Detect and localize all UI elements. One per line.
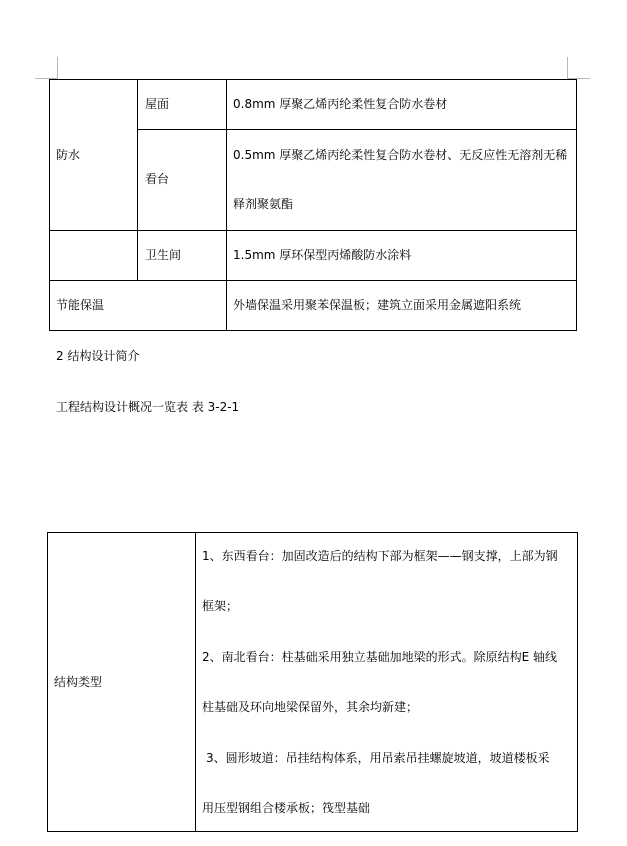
- structure-line-5: 3、圆形坡道：吊挂结构体系，用吊索吊挂螺旋坡道，坡道楼板采: [206, 751, 550, 765]
- crop-mark-left-vertical: [57, 57, 58, 79]
- table-caption: 工程结构设计概况一览表 表 3-2-1: [56, 400, 240, 414]
- table-cell-bathroom-content: 1.5mm 厚环保型丙烯酸防水涂料: [233, 248, 412, 262]
- table-cell-stand: 看台: [145, 172, 170, 186]
- table-cell-insulation-content: 外墙保温采用聚苯保温板；建筑立面采用金属遮阳系统: [233, 298, 522, 312]
- table-cell-stand-content-line2: 释剂聚氨酯: [233, 197, 294, 211]
- table-cell-stand-content-line1: 0.5mm 厚聚乙烯丙纶柔性复合防水卷材、无反应性无溶剂无稀: [233, 148, 568, 162]
- structure-line-2: 框架；: [202, 599, 239, 613]
- structure-line-3: 2、南北看台：柱基础采用独立基础加地梁的形式。除原结构E 轴线: [202, 650, 558, 664]
- table-cell-structure-type: 结构类型: [54, 675, 103, 689]
- structure-line-6: 用压型钢组合楼承板；筏型基础: [202, 801, 371, 815]
- crop-mark-right-vertical: [567, 57, 568, 79]
- table-cell-bathroom: 卫生间: [145, 248, 182, 262]
- table-cell-roof-content: 0.8mm 厚聚乙烯丙纶柔性复合防水卷材: [233, 97, 448, 111]
- table-cell-group-insulation: 节能保温: [56, 298, 105, 312]
- table-cell-group-waterproof: 防水: [56, 148, 81, 162]
- table-cell-roof: 屋面: [145, 97, 170, 111]
- structure-line-1: 1、东西看台：加固改造后的结构下部为框架——钢支撑，上部为钢: [202, 549, 558, 563]
- structure-line-4: 柱基础及环向地梁保留外，其余均新建；: [202, 700, 419, 714]
- section-heading: 2 结构设计简介: [56, 349, 140, 363]
